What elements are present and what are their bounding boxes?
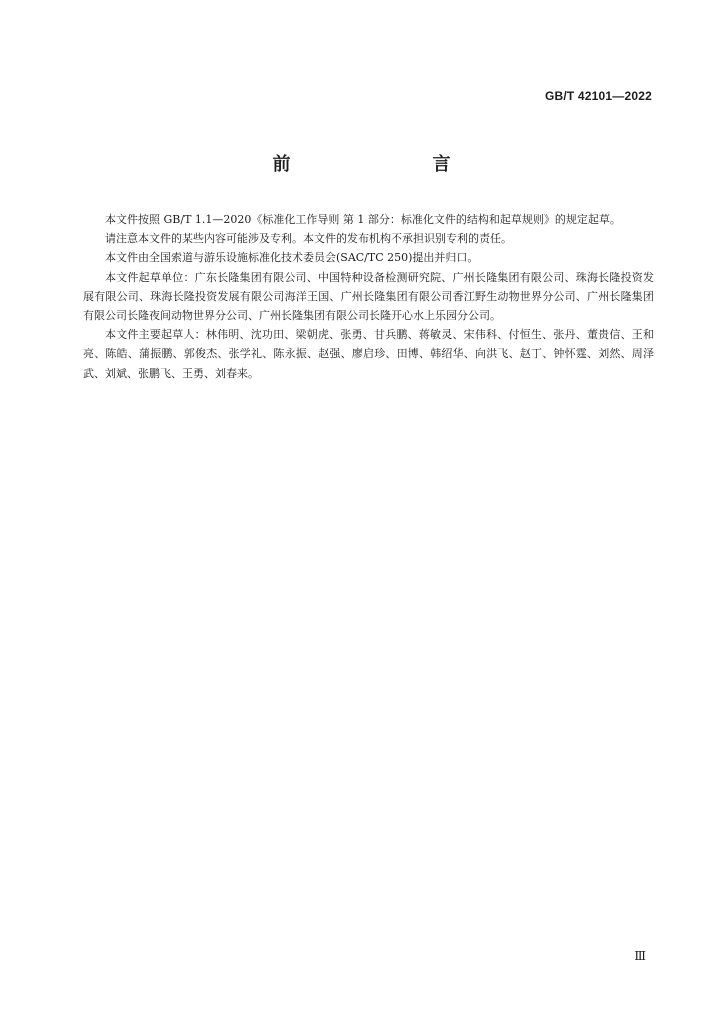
foreword-body xyxy=(83,210,654,383)
paragraph-patent-notice: 请注意本文件的某些内容可能涉及专利。本文件的发布机构不承担识别专利的责任。 xyxy=(105,232,512,246)
paragraph-drafting-basis: 本文件按照 GB/T 1.1—2020《标准化工作导则 第 1 部分：标准化文件的结构和起草规则》的规定起草。 xyxy=(105,213,621,226)
page-number: Ⅲ xyxy=(634,949,646,963)
paragraph-proposer: 本文件由全国索道与游乐设施标准化技术委员会(SAC/TC 250)提出并归口。 xyxy=(105,251,479,265)
paragraph-drafters: 本文件主要起草人：林伟明、沈功田、梁朝虎、张勇、甘兵鹏、蒋敏灵、宋伟科、付恒生、张丹、董贵信、王和亮、陈皓、蒲振鹏、郭俊杰、张学礼、陈永振、赵强、廖启珍、田博、韩绍华、向洪飞、赵丁、钟怀霆、刘然、周泽武、刘斌、张鹏飞、王勇、刘春来。 xyxy=(83,328,654,380)
standard-code: GB/T 42101—2022 xyxy=(544,89,652,103)
page-title: 前 言 xyxy=(272,154,452,175)
paragraph-drafting-units: 本文件起草单位：广东长隆集团有限公司、中国特种设备检测研究院、广州长隆集团有限公司、珠海长隆投资发展有限公司、珠海长隆投资发展有限公司海洋王国、广州长隆集团有限公司香江野生动物世界分公司、广州长隆集团有限公司长隆夜间动物世界分公司、广州长隆集团有限公司长隆开心水上乐园分公司。 xyxy=(83,270,654,323)
